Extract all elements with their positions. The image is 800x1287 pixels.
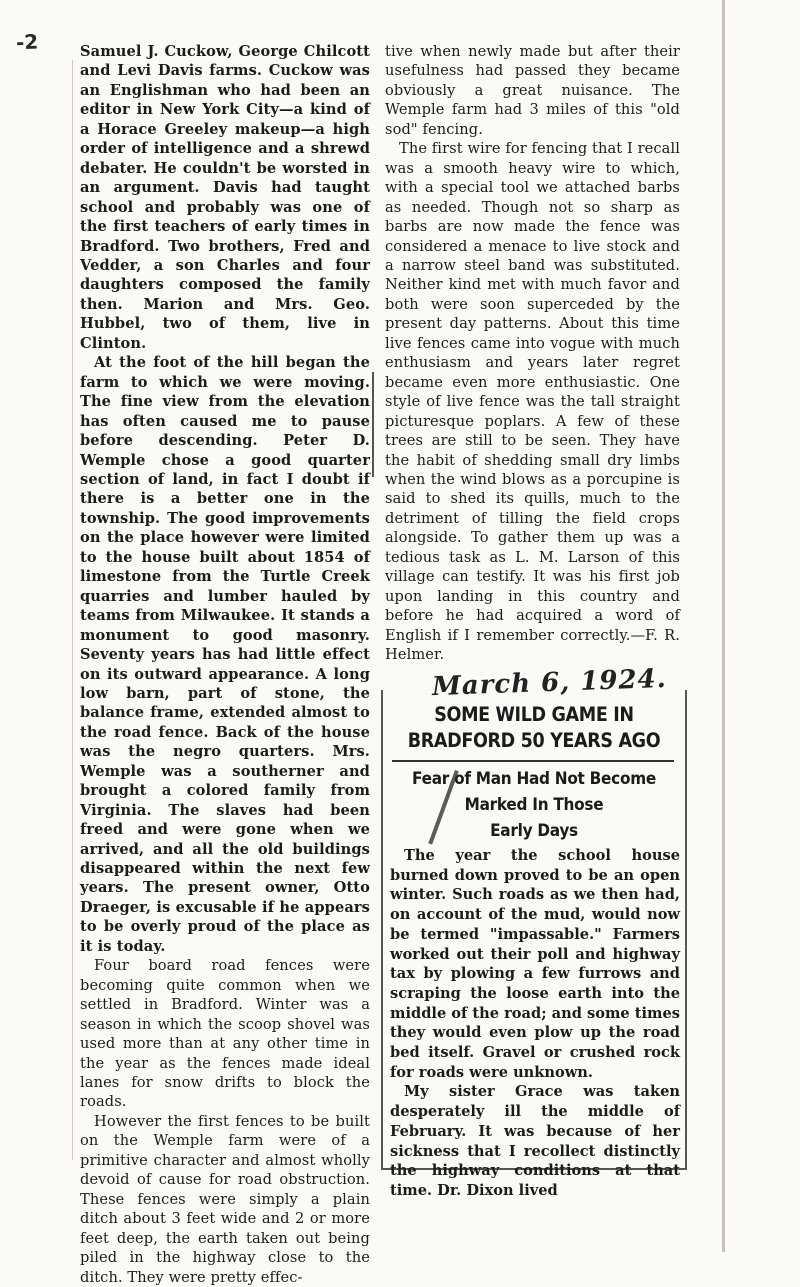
handwritten-date: March 6, 1924. [431,663,668,703]
article-paragraph-1: The year the school house burned down proved to be an open winter. Such roads as we then had, on account of the mud, would now be termed "impassable." Farmers worked out their poll and highway tax by plowing a few furrows and scraping the loose earth into the middle of the road; and some times they would even plow up the road bed itself. Gravel or crushed rock for roads were unknown. [390,847,681,1081]
right-paragraph-1: tive when newly made but after their usefulness had passed they became obviously a great nuisance. The Wemple farm had 3 miles of this "old sod" fencing. [385,43,680,138]
headline-rule [392,760,674,762]
headline-line-1: SOME WILD GAME IN [434,703,634,726]
right-paragraph-2: The first wire for fencing that I recall was a smooth heavy wire to which, with a special tool we attached barbs as needed. Though not so sharp as barbs are now made the fence was considered a menace to live stock and a narrow steel band was substituted. Neither kind met with much favor and both were soon superceded by the present day patterns. About this time live fences came into vogue with much enthusiasm and years later regret became even more enthusiastic. One style of live fence was the tall straight picturesque poplars. A few of these trees are still to be seen. They have the habit of shedding small dry limbs when the wind blows as a porcupine is said to shed its quills, much to the detriment of tilling the field crops alongside. To gather them up was a tedious task as L. M. Larson of this village can testify. It was his first job upon landing in this country and before he had acquired a word of English if I remember correctly.—F. R. Helmer. [385,140,681,664]
page-number: -2 [15,29,39,55]
left-paragraph-1: Samuel J. Cuckow, George Chilcott and Levi Davis farms. Cuckow was an Englishman who had been an editor in New York City—a kind of a Horace Greeley makeup—a high order of intelligence and a shrewd debater. He couldn't be worsted in an argument. Davis had taught school and probably was one of the first teachers of early times in Bradford. Two brothers, Fred and Vedder, a son Charles and four daughters composed the family then. Marion and Mrs. Geo. Hubbel, two of them, live in Clinton. [80,43,370,352]
left-column [80,42,370,1287]
left-paragraph-3: Four board road fences were becoming quite common when we settled in Bradford. Winter was a season in which the scoop shovel was used more than at any other time in the year as the fences made ideal lanes for snow drifts to block the roads. [80,957,370,1111]
subhead-line-3: Early Days [490,821,578,841]
left-paragraph-2: At the foot of the hill began the farm to which we were moving. The fine view from the elevation has often caused me to pause before descending. Peter D. Wemple chose a good quarter section of land, in fact I doubt if there is a better one in the township. The good improvements on the place however were limited to the house built about 1854 of limestone from the Turtle Creek quarries and lumber hauled by teams from Milwaukee. It stands a monument to good masonry. Seventy years has had little effect on its outward appearance. A long low barn, part of stone, the balance frame, extended almost to the road fence. Back of the house was the negro quarters. Mrs. Wemple was a southerner and brought a colored family from Virginia. The slaves had been freed and were gone when we arrived, and all the old buildings disappeared within the next few years. The present owner, Otto Draeger, is excusable if he appears to be overly proud of the place as it is today. [80,354,370,955]
page-right-edge [722,0,725,1252]
subhead-line-2: Marked In Those [464,795,604,815]
article-headline [401,702,667,754]
subhead-line-1: Fear of Man Had Not Become [412,769,656,789]
article-subhead [401,766,667,844]
article-body [390,846,680,1201]
margin-rule [372,372,374,477]
headline-line-2: BRADFORD 50 YEARS AGO [407,729,661,752]
right-column [385,42,680,665]
article-paragraph-2: My sister Grace was taken desperately ill the middle of February. It was because of her sickness that I recollect distinctly the highway conditions at that time. Dr. Dixon lived [390,1083,680,1199]
left-clipping-edge [72,60,73,1160]
left-paragraph-4: However the first fences to be built on the Wemple farm were of a primitive character and almost wholly devoid of cause for road obstruction. These fences were simply a plain ditch about 3 feet wide and 2 or more feet deep, the earth taken out being piled in the highway close to the ditch. They were pretty effec- [80,1112,370,1286]
